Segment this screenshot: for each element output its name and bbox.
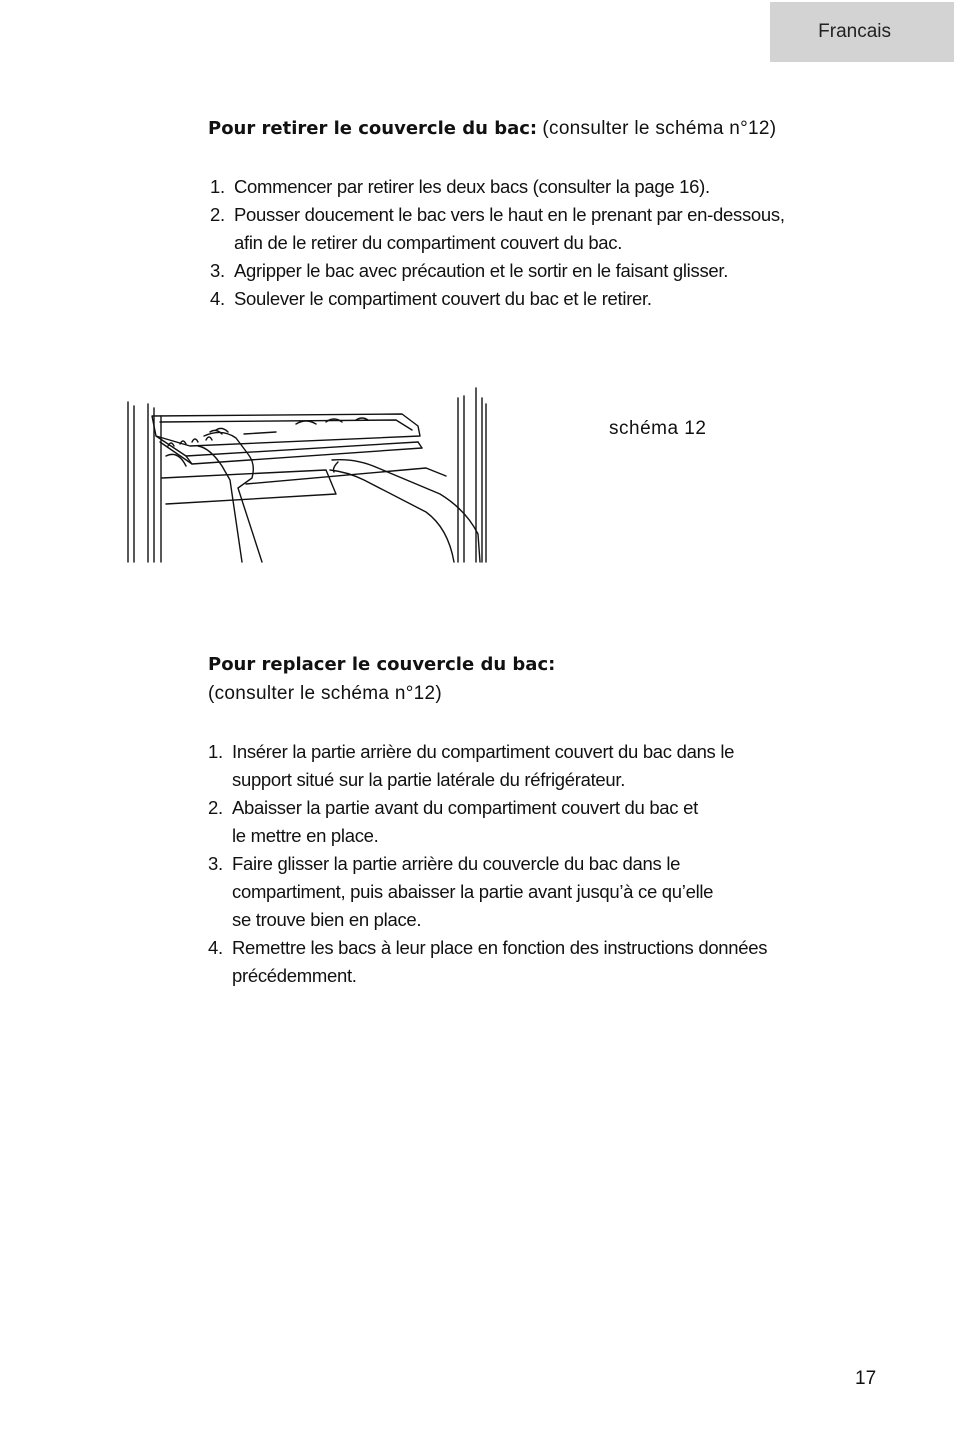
step-text: Agripper le bac avec précaution et le sortir en le faisant glisser. xyxy=(234,260,729,281)
step-text: afin de le retirer du compartiment couvert du bac. xyxy=(234,232,623,253)
step-number: 4. xyxy=(210,288,225,309)
language-label: Francais xyxy=(818,21,891,42)
step-text: Commencer par retirer les deux bacs (consulter la page 16). xyxy=(234,176,710,197)
step-item xyxy=(208,794,767,850)
remove-lid-reference: (consulter le schéma n°12) xyxy=(542,118,777,139)
step-text: Soulever le compartiment couvert du bac et le retirer. xyxy=(234,288,652,309)
step-text: compartiment, puis abaisser la partie avant jusqu’à ce qu’elle xyxy=(232,881,714,902)
replace-lid-steps xyxy=(208,738,767,990)
remove-lid-heading xyxy=(208,116,776,142)
step-text: support situé sur la partie latérale du réfrigérateur. xyxy=(232,769,626,790)
step-number: 2. xyxy=(210,204,225,225)
step-number: 1. xyxy=(208,741,223,762)
step-text: se trouve bien en place. xyxy=(232,909,422,930)
step-text: Remettre les bacs à leur place en fonction des instructions données xyxy=(232,937,768,958)
step-number: 2. xyxy=(208,797,223,818)
step-text: le mettre en place. xyxy=(232,825,379,846)
step-item xyxy=(210,173,785,201)
step-item xyxy=(210,285,785,313)
step-item xyxy=(210,201,785,257)
step-text: Faire glisser la partie arrière du couvercle du bac dans le xyxy=(232,853,681,874)
language-tab xyxy=(770,2,954,62)
step-item xyxy=(208,934,767,990)
figure-caption: schéma 12 xyxy=(609,418,707,439)
step-item xyxy=(208,738,767,794)
step-item xyxy=(210,257,785,285)
step-text: Abaisser la partie avant du compartiment couvert du bac et xyxy=(232,797,698,818)
crisper-lid-illustration xyxy=(126,384,506,564)
step-number: 3. xyxy=(210,260,225,281)
step-item xyxy=(208,850,767,934)
step-text: Insérer la partie arrière du compartiment couvert du bac dans le xyxy=(232,741,735,762)
replace-lid-heading xyxy=(208,652,555,678)
remove-lid-steps xyxy=(210,173,785,313)
replace-lid-title: Pour replacer le couvercle du bac: xyxy=(208,654,556,675)
step-text: Pousser doucement le bac vers le haut en le prenant par en-dessous, xyxy=(234,204,785,225)
remove-lid-title: Pour retirer le couvercle du bac: xyxy=(208,118,538,139)
page-number: 17 xyxy=(855,1368,877,1389)
step-number: 3. xyxy=(208,853,223,874)
replace-lid-reference: (consulter le schéma n°12) xyxy=(208,683,442,704)
step-number: 1. xyxy=(210,176,225,197)
step-text: précédemment. xyxy=(232,965,357,986)
step-number: 4. xyxy=(208,937,223,958)
